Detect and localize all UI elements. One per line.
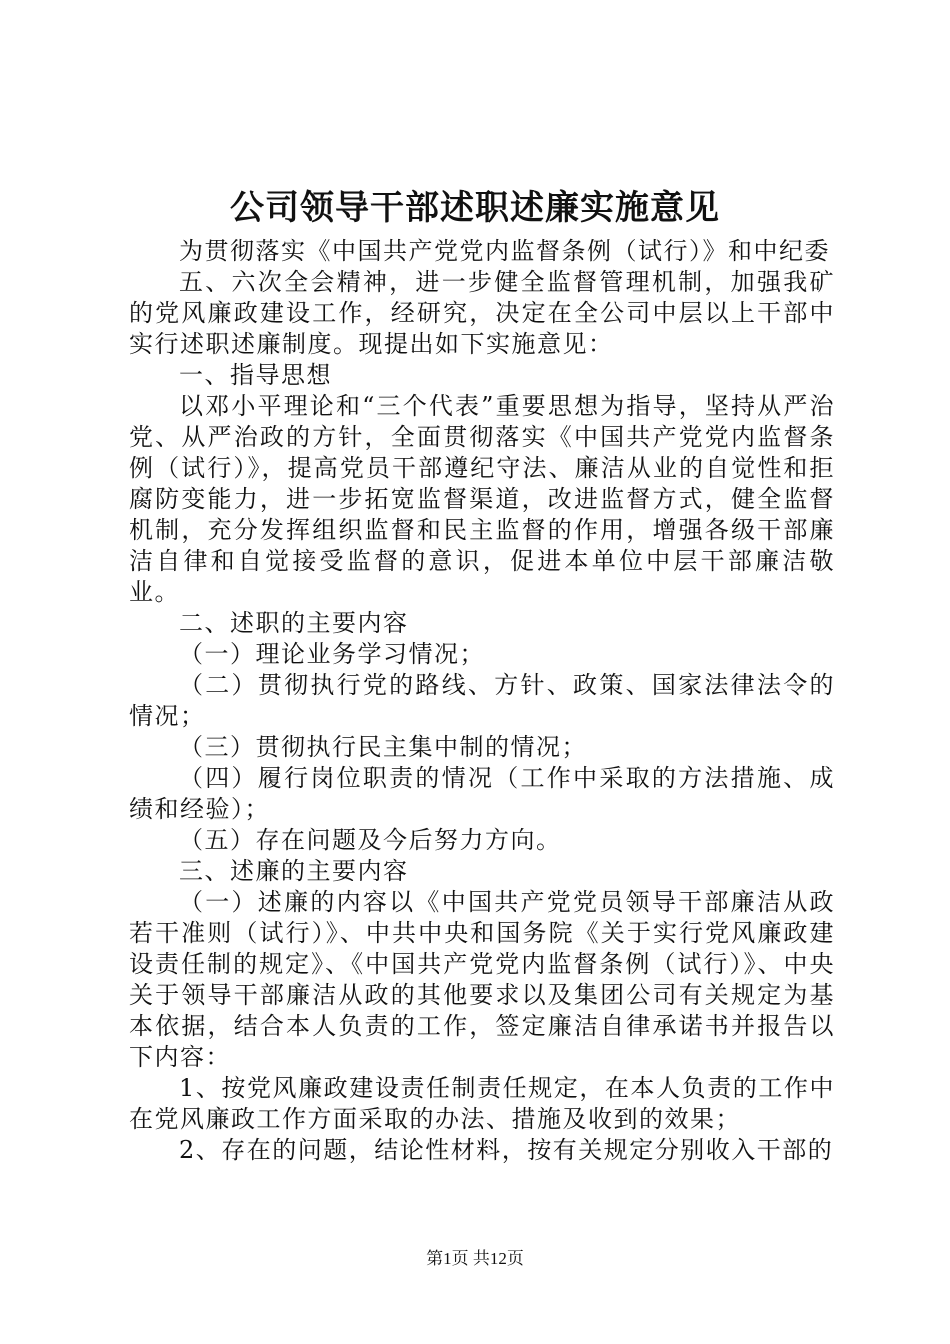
section-heading: 二、述职的主要内容 xyxy=(179,609,409,637)
paragraph: 为贯彻落实《中国共产党党内监督条例（试行）》和中纪委 xyxy=(179,237,830,265)
page-number-footer: 第1页 共12页 xyxy=(426,1249,524,1268)
list-item: （一）理论业务学习情况； xyxy=(179,640,485,668)
list-item: 2、存在的问题，结论性材料，按有关规定分别收入干部的 xyxy=(179,1136,834,1164)
document-body xyxy=(129,236,835,1166)
list-item: 1、按党风廉政建设责任制责任规定，在本人负责的工作中在党风廉政工作方面采取的办法、措施及收到的效果； xyxy=(129,1074,835,1133)
document-title: 公司领导干部述职述廉实施意见 xyxy=(230,188,720,228)
list-item: （二）贯彻执行党的路线、方针、政策、国家法律法令的情况； xyxy=(129,671,835,730)
list-item: （五）存在问题及今后努力方向。 xyxy=(179,826,562,854)
section-heading: 三、述廉的主要内容 xyxy=(179,857,409,885)
section-heading: 一、指导思想 xyxy=(179,361,332,389)
paragraph: 以邓小平理论和“三个代表”重要思想为指导，坚持从严治党、从严治政的方针，全面贯彻落实《中国共产党党内监督条例（试行）》，提高党员干部遵纪守法、廉洁从业的自觉性和拒腐防变能力，进一步拓宽监督渠道，改进监督方式，健全监督机制，充分发挥组织监督和民主监督的作用，增强各级干部廉洁自律和自觉接受监督的意识，促进本单位中层干部廉洁敬业。 xyxy=(129,392,835,606)
paragraph: 五、六次全会精神，进一步健全监督管理机制，加强我矿的党风廉政建设工作，经研究，决定在全公司中层以上干部中实行述职述廉制度。现提出如下实施意见： xyxy=(129,268,835,358)
list-item: （四）履行岗位职责的情况（工作中采取的方法措施、成绩和经验）； xyxy=(129,764,835,823)
paragraph: （一）述廉的内容以《中国共产党党员领导干部廉洁从政若干准则（试行）》、中共中央和国务院《关于实行党风廉政建设责任制的规定》、《中国共产党党内监督条例（试行）》、中央关于领导干部廉洁从政的其他要求以及集团公司有关规定为基本依据，结合本人负责的工作，签定廉洁自律承诺书并报告以下内容： xyxy=(129,888,835,1071)
list-item: （三）贯彻执行民主集中制的情况； xyxy=(179,733,587,761)
